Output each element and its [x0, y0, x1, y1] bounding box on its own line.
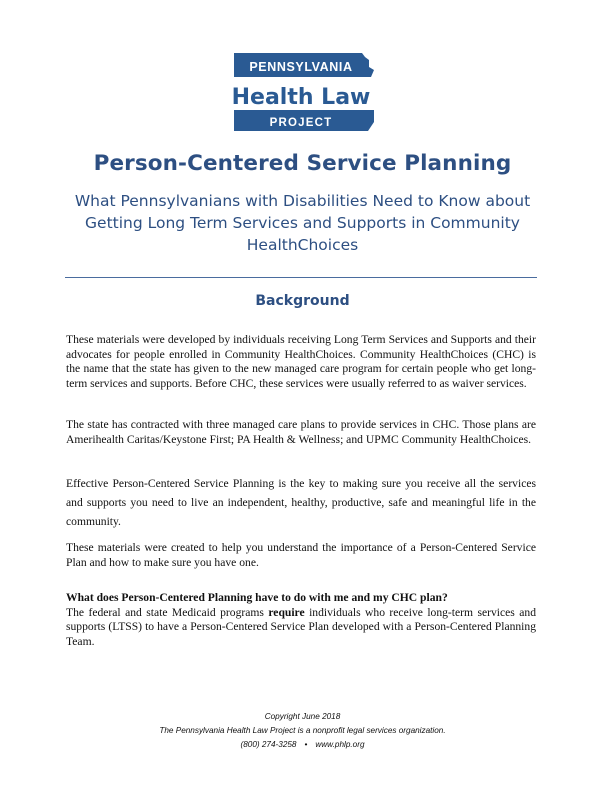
paragraph-managed-care-plans: The state has contracted with three managed care plans to provide services in CHC. Those plans are Amerihealth Caritas/Keystone First; PA Health & Wellness; and UPMC Community HealthChoices. [66, 418, 536, 446]
footer-website: www.phlp.org [315, 740, 365, 749]
document-subtitle: What Pennsylvanians with Disabilities Need to Know about Getting Long Term Services and Supports in Community HealthChoices [74, 192, 531, 254]
page-footer [0, 710, 605, 752]
section-divider [65, 277, 537, 278]
paragraph-intro: These materials were developed by individuals receiving Long Term Services and Supports and their advocates for people enrolled in Community HealthChoices. Community HealthChoices (CHC) is the name that the state has given to the new managed care program for certain people who get long-term services and supports. Before CHC, these services were usually referred to as waiver services. [66, 333, 536, 390]
paragraph-effective-planning: Effective Person-Centered Service Planning is the key to making sure you receive all the services and supports you need to live an independent, healthy, productive, safe and meaningful life in the community. [66, 477, 536, 528]
footer-contact [0, 738, 605, 752]
question-block [66, 591, 536, 649]
logo-top-text: PENNSYLVANIA [249, 60, 353, 74]
question-text-after: individuals who receive long-term services and supports (LTSS) to have a Person-Centered Service Plan developed with a Person-Centered Planning Team. [66, 605, 536, 648]
paragraph-purpose: These materials were created to help you understand the importance of a Person-Centered Service Plan and how to make sure you have one. [66, 541, 536, 569]
logo-bottom-text: PROJECT [269, 117, 333, 129]
organization-logo [228, 49, 378, 135]
question-text-before: The federal and state Medicaid programs [66, 605, 269, 619]
logo-middle-text: Health Law [231, 85, 371, 110]
footer-org-line: The Pennsylvania Health Law Project is a nonprofit legal services organization. [159, 726, 446, 735]
section-heading-background: Background [255, 293, 350, 309]
footer-separator: • [304, 740, 308, 749]
footer-copyright: Copyright June 2018 [264, 712, 341, 721]
question-heading: What does Person-Centered Planning have to do with me and my CHC plan? [66, 591, 448, 604]
question-emphasis: require [268, 605, 305, 619]
footer-phone: (800) 274-3258 [240, 740, 297, 749]
document-title: Person-Centered Service Planning [93, 151, 512, 176]
pennsylvania-state-logo-graphic [228, 49, 378, 135]
